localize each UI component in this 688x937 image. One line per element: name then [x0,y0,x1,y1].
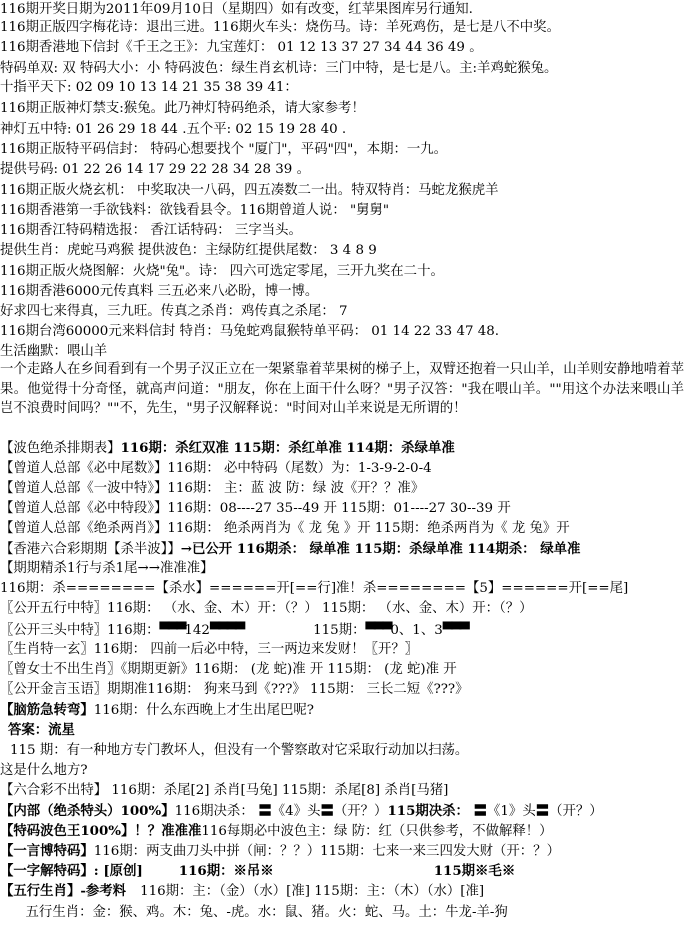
sec-value: 116期：两支曲刀头中拼（闸：？？）115期：七来一来三四发大财（开：？） [93,844,560,859]
line-1: 116期开奖日期为2011年09月10日（星期四）如有改变，红苹果图库另行通知. [0,2,473,17]
sec-line-19 [0,801,688,822]
block-glyphs: ▀▀▀▀ [209,622,244,638]
line-2: 116期正版四字梅花诗：退出三进。116期火车头：烧伤马。诗：羊死鸡伤，是七是八不中奖。 [0,20,560,35]
sec-line-8: 116期：杀========【杀水】======开[==行]准！杀========【5】======开[==尾] [0,581,629,596]
sec-value: 115期决杀： [387,803,469,819]
sec-line-9: 〖公开五行中特〗116期： （水、金、木）开：（？） 115期： （水、金、木）开：（？） [0,601,533,616]
riddle-answer: 答案：流星 [8,722,75,738]
line-3: 116期香港地下信封《千王之王》：九宝莲灯： 01 12 13 37 27 34 44 36 49 。 [0,40,483,55]
block-glyphs: ▀▀▀ [442,622,468,638]
sec-line-5: 【曾道人总部《绝杀两肖》】116期： 绝杀两肖为《 龙 兔 》开 115期：绝杀两肖为《 龙 兔》开 [0,521,570,536]
sec-label: 〖公开三头中特〗116期： [0,623,160,638]
sec-line-13: 〖公开金言玉语〗期期准116期： 狗来马到《???》 115期： 三长二短《???》 [0,682,469,697]
sec-label: 【一言博特码】 [0,843,94,859]
sec-label: 【内部（绝杀特头）100%】 [0,803,175,819]
block-glyphs: 〓 [253,803,272,819]
sec-label: 【脑筋急转弯】 [0,702,94,718]
sec-line-21 [0,841,688,862]
sec-value: 142 [184,623,210,638]
sec-label: 115期： [313,623,366,638]
line-18: 生活幽默：喂山羊 [0,344,108,359]
block-glyphs: 〓 [320,803,334,819]
sec-value: 116期决杀： [174,804,254,819]
sec-line-23 [0,881,688,902]
sec-line-10 [0,620,688,641]
humor-story: 一个走路人在乡间看到有一个男子汉正立在一架紧靠着苹果树的梯子上，双臂还抱着一只山羊，山羊则安静地啃着苹果。他觉得十分奇怪，就高声问道："朋友，你在上面干什么呀？"男子汉答："我在喂山羊。""用这个办法来喂山羊岂不浪费时间吗？""不，先生，"男子汉解释说："时间对山羊来说是无所谓的！ [0,362,684,416]
sec-label: 【一字解特码】: [原创] [0,863,143,879]
sec-line-4: 【曾道人总部《必中特段》】116期：08----27 35--49 开 115期：01----27 30--39 开 [0,501,511,516]
sec-value: 《4》头 [271,804,321,819]
line-4: 特码单双: 双 特码大小：小 特码波色：绿生肖玄机诗：三门中特，是七是八。主:羊鸡蛇猴兔。 [0,61,558,76]
sec-value: 116期：主：（金）（水）[准] 115期：主：（木）（水）[准] [140,884,485,899]
line-5: 十指平天下: 02 09 10 13 14 21 35 38 39 41： [0,80,298,95]
sec-line-14 [0,700,688,721]
sec-value: 《1》头 [487,804,536,819]
sec-value: 115期※毛※ [433,863,516,879]
sec-label: 【特码波色王100%】！？准准准 [0,823,202,839]
sec-line-11: 〖生肖特一玄〗116期： 四前一后必中特，三一两边来发财！〖开？〗 [0,642,419,657]
sec-line-18: 【六合彩不出特】 116期：杀尾[2] 杀肖[马兔] 115期：杀尾[8] 杀肖[马猪] [0,783,449,798]
sec-line-22 [0,861,688,881]
sec-line-7: 【期期精杀1行与杀1尾→→准准准】 [0,561,214,576]
sec-label: 【五行生肖】-参考料 [0,883,127,899]
sec-value: 116每期必中波色主：绿 防：红（只供参考，不做解释！） [201,824,553,839]
sec-line-2: 【曾道人总部《必中尾数》】116期： 必中特码（尾数）为：1-3-9-2-0-4 [0,461,432,476]
sec-line-24: 五行生肖：金：猴、鸡。木：兔、-虎。水：鼠、猪。火：蛇、马。土：牛龙-羊-狗 [0,905,508,920]
sec-line-3: 【曾道人总部《一波中特》】116期： 主：蓝 波 防：绿 波《开？？准》 [0,481,425,496]
sec-value: →已公开 116期杀： 绿单准 115期：杀绿单准 114期杀： 绿单准 [180,541,581,557]
line-16: 好求四七来得真，三九旺。传真之杀肖：鸡传真之杀尾： 7 [0,304,348,319]
line-17: 116期台湾60000元来料信封 特肖：马兔蛇鸡鼠猴特单平码： 01 14 22 33 47 48. [0,324,500,339]
block-glyphs: ▀▀▀ [159,622,185,638]
sec-line-16: 115 期：有一种地方专门教坏人，但没有一个警察敢对它采取行动加以扫荡。 [10,743,469,758]
sec-line-20 [0,821,688,842]
block-glyphs: 〓 [468,803,488,819]
sec-line-12: 〖曾女士不出生肖〗《期期更新》116期： (龙 蛇)准 开 115期： (龙 蛇)准 开 [0,662,457,677]
line-6: 116期正版神灯禁支:猴兔。此乃神灯特码绝杀，请大家参考！ [0,101,365,116]
sec-value: （开？） [549,804,603,819]
block-glyphs: 〓 [535,803,550,819]
line-7: 神灯五中特: 01 26 29 18 44 .五个平: 02 15 19 28 40 . [0,122,347,137]
line-14: 116期正版火烧图解：火烧"兔"。诗： 四六可选定零尾，三开九奖在二十。 [0,264,444,279]
line-15: 116期香港6000元传真料 三五必来八必盼，博一博。 [0,284,319,299]
sec-value: 0、1、3 [390,623,443,638]
line-11: 116期香港第一手欲钱料：欲钱看县令。116期曾道人说： "舅舅" [0,203,390,218]
line-10: 116期正版火烧玄机： 中奖取决一八码，四五凑数二一出。特双特肖：马蛇龙猴虎羊 [0,183,499,198]
sec-line-17: 这是什么地方? [0,763,88,778]
sec-label: 【香港六合彩期期【杀半波】】 [0,542,181,557]
block-glyphs: ▀▀▀ [365,622,391,638]
sec-value: 116期：杀红双准 115期：杀红单准 114期：杀绿单准 [120,440,455,456]
sec-line-6 [0,539,688,560]
line-9: 提供号码: 01 22 26 14 17 29 22 28 34 28 39 。 [0,162,310,177]
sec-value: 116期：※吊※ [178,863,274,879]
sec-value: 116期：什么东西晚上才生出尾巴呢? [93,703,314,718]
line-13: 提供生肖：虎蛇马鸡猴 提供波色：主绿防红提供尾数： 3 4 8 9 [0,243,377,258]
line-8: 116期正版特平码信封： 特码心想要找个 "厦门"，平码"四"，本期：一九。 [0,142,448,157]
line-12: 116期香江特码精选报： 香江话特码： 三字当头。 [0,223,302,238]
sec-value: （开？） [333,804,388,819]
sec-label: 【波色绝杀排期表】 [0,441,121,456]
sec-line-1 [0,438,688,459]
